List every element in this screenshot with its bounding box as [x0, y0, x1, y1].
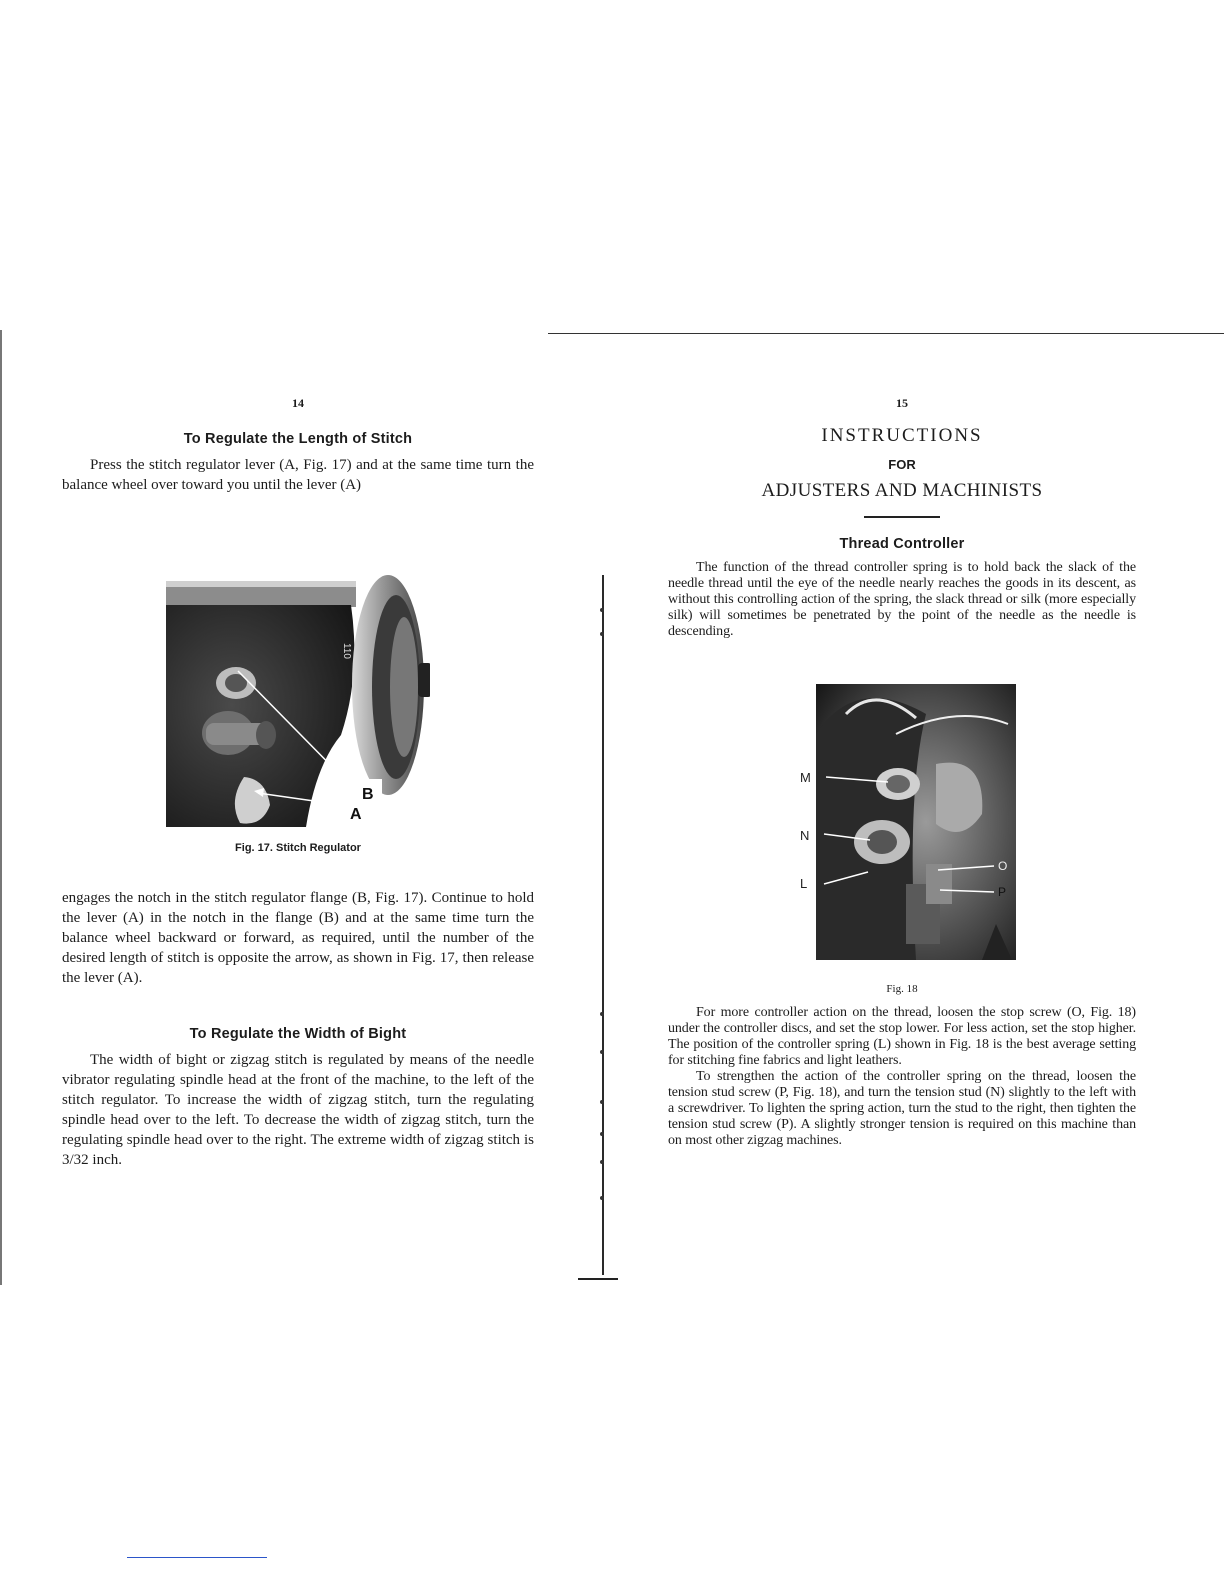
page-number: 14 [292, 396, 304, 410]
figure-17-caption: Fig. 17. Stitch Regulator [235, 842, 361, 854]
thread-controller-paragraph-2: For more controller action on the thread, loosen the stop screw (O, Fig. 18) under the controller discs, and set the stop lower. For less action, set the stop higher. The position of the controller spring (L) shown in Fig. 18 is the best average setting for stitching fine fabrics and light leathers. [668, 1005, 1136, 1068]
bight-width-paragraph: The width of bight or zigzag stitch is regulated by means of the needle vibrator regulating spindle head at the front of the machine, to the left of the stitch regulator. To increase the width of zigzag stitch, turn the regulating spindle head over to the left. To decrease the width of zigzag stitch, turn the regulating spindle head over to the right. The extreme width of zigzag stitch is 3/32 inch. [62, 1052, 534, 1168]
gutter-binding-line [602, 575, 604, 1275]
gutter-mark [600, 1196, 604, 1200]
thread-controller-photo [786, 674, 1018, 964]
svg-text:110: 110 [341, 643, 352, 659]
figure-18-caption: Fig. 18 [886, 983, 918, 995]
fig18-label-m: M [800, 770, 811, 785]
section-heading-stitch-length: To Regulate the Length of Stitch [183, 431, 413, 447]
fig17-label-a: A [350, 806, 362, 823]
left-page [62, 396, 534, 1170]
gutter-mark [600, 1132, 604, 1136]
section-heading-bight-width: To Regulate the Width of Bight [189, 1026, 407, 1042]
bottom-link-underline [127, 1557, 267, 1558]
gutter-foot-mark [578, 1272, 618, 1280]
right-page [668, 396, 1136, 1149]
figure-18 [786, 674, 1018, 995]
gutter-mark [600, 608, 604, 612]
fig18-label-o: O [998, 859, 1008, 873]
top-page-rule [548, 333, 1224, 334]
fig18-label-l: L [800, 876, 808, 891]
figure-17 [166, 565, 430, 854]
page-subtitle: ADJUSTERS AND MACHINISTS [761, 480, 1043, 501]
thread-controller-paragraph-3: To strengthen the action of the controller spring on the thread, loosen the tension stud screw (P, Fig. 18), and turn the tension stud (N) slightly to the left with a screwdriver. To lighten the spring action, turn the stud to the right, then tighten the tension stud screw (P). A slightly stronger tension is required on this machine than on most other zigzag machines. [668, 1069, 1136, 1148]
section-heading-thread-controller: Thread Controller [839, 536, 965, 552]
stitch-regulator-photo [166, 565, 430, 827]
gutter-mark [600, 1100, 604, 1104]
gutter-mark [600, 1160, 604, 1164]
left-page-edge [0, 330, 2, 1285]
gutter-mark [600, 1012, 604, 1016]
thread-controller-paragraph-1: The function of the thread controller spring is to hold back the slack of the needle thread until the eye of the needle nearly reaches the goods in its descent, as without this controlling action of the spring, the slack thread or silk (more especially silk) will sometimes be penetrated by the point of the needle as the needle is descending. [668, 560, 1136, 639]
stitch-length-paragraph-1: Press the stitch regulator lever (A, Fig. 17) and at the same time turn the balance wheel over toward you until the lever (A) [62, 457, 534, 493]
page-number: 15 [896, 396, 908, 410]
gutter-mark [600, 1050, 604, 1054]
fig17-label-b: B [362, 786, 374, 803]
fig18-label-p: P [998, 885, 1007, 899]
page-title: INSTRUCTIONS [821, 425, 983, 446]
fig18-label-n: N [800, 828, 810, 843]
gutter-mark [600, 632, 604, 636]
title-divider [864, 516, 940, 518]
page-title-for: FOR [888, 457, 916, 472]
stitch-length-paragraph-2: engages the notch in the stitch regulator flange (B, Fig. 17). Continue to hold the lever (A) in the notch in the flange (B) and at the same time turn the balance wheel backward or forward, as required, until the number of the desired length of stitch is opposite the arrow, as shown in Fig. 17, then release the lever (A). [62, 890, 534, 986]
